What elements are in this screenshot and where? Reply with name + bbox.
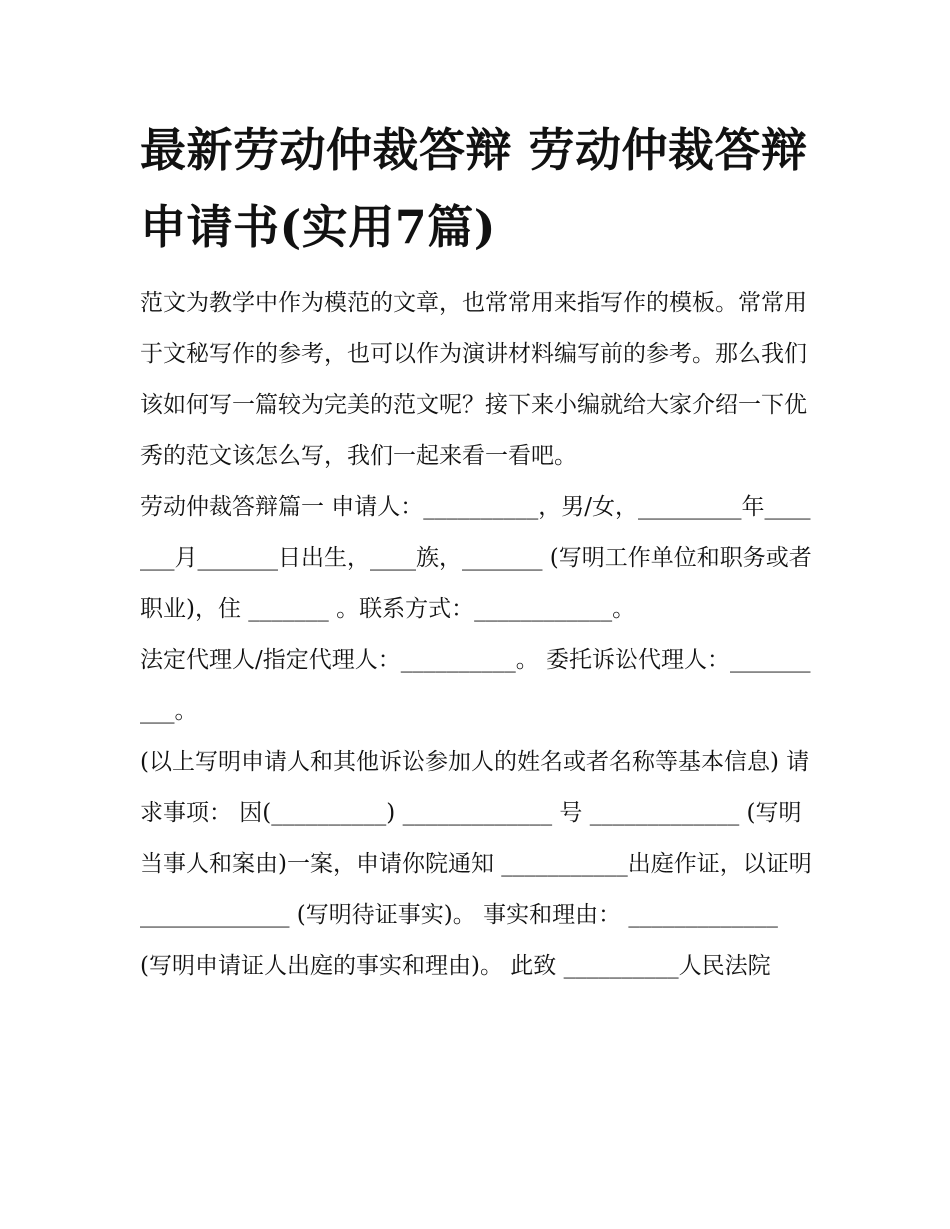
agent-paragraph: 法定代理人/指定代理人：__________。 委托诉讼代理人：__________。 — [140, 647, 811, 724]
applicant-info-paragraph: 劳动仲裁答辩篇一 申请人：__________，男/女，_________年_______月_______日出生，____族，_______ (写明工作单位和职务或者职业)，住 _______ 。联系方式：____________。 — [140, 494, 812, 622]
document-page — [140, 112, 820, 992]
document-body — [140, 278, 820, 992]
intro-paragraph: 范文为教学中作为模范的文章，也常常用来指写作的模板。常常用于文秘写作的参考，也可以作为演讲材料编写前的参考。那么我们该如何写一篇较为完美的范文呢？接下来小编就给大家介绍一下优秀的范文该怎么写，我们一起来看一看吧。 — [140, 290, 807, 469]
request-paragraph: (以上写明申请人和其他诉讼参加人的姓名或者名称等基本信息) 请求事项： 因(__________) _____________ 号 _____________ (写明当事人和案由)一案，申请你院通知 ___________出庭作证，以证明 _____________ (写明待证事实)。 事实和理由： _____________ (写明申请证人出庭的事实和理由)。 此致 __________人民法院 — [140, 749, 820, 979]
document-title: 最新劳动仲裁答辩 劳动仲裁答辩申请书(实用7篇) — [140, 123, 808, 254]
